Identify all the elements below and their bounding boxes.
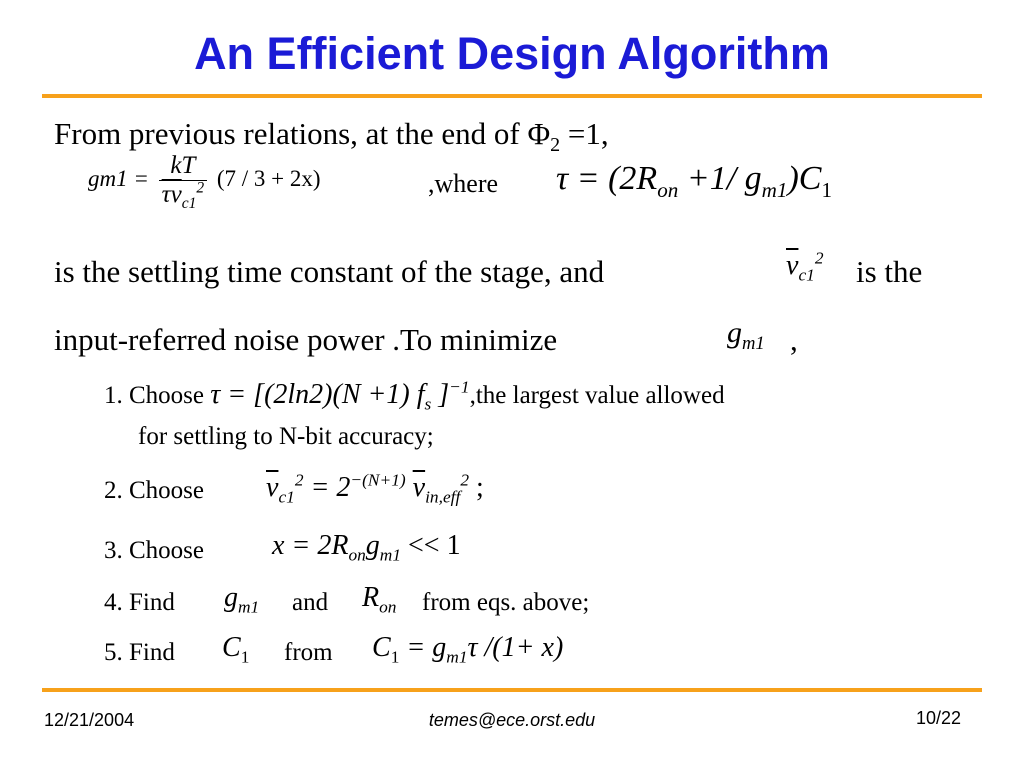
footer-email: temes@ece.orst.edu bbox=[428, 710, 596, 730]
step-2-equation: $\overline{v}_{c1}^2 = 2^{-(N+1)}$ $\overline{v}_{in,eff}^2$ ; bbox=[266, 470, 484, 507]
step-4-ron: $R_{on}$ bbox=[362, 582, 397, 617]
step-1 bbox=[104, 377, 725, 414]
top-divider bbox=[42, 94, 982, 98]
noise-symbol: $\overline{v}_{c1}^2$ bbox=[786, 248, 824, 285]
eq1-fraction bbox=[159, 152, 207, 212]
step-4-and: and bbox=[292, 589, 329, 616]
step-4-label: 4. Find bbox=[104, 589, 175, 616]
step-3-label: 3. Choose bbox=[104, 537, 204, 564]
noise-line-end: , bbox=[790, 322, 798, 357]
eq1-denominator: $\overline{\tau v}_{c1}^2$ bbox=[159, 180, 207, 209]
step-3-equation: $x = 2R_{on}g_{m1} << 1$ bbox=[272, 530, 461, 565]
step-5-equation: $C_1 = g_{m1}\tau$ /(1+ x) bbox=[372, 632, 564, 667]
footer-date: 12/21/2004 bbox=[44, 710, 135, 730]
step-5-label: 5. Find bbox=[104, 639, 175, 666]
step-1-continuation: for settling to N-bit accuracy; bbox=[138, 423, 434, 450]
eq1-lhs: gm1 = bbox=[88, 165, 149, 191]
equation-gm1 bbox=[88, 152, 321, 212]
noise-line: input-referred noise power .To minimize bbox=[54, 322, 558, 357]
step-4-gm1: $g_{m1}$ bbox=[224, 582, 260, 617]
intro-line bbox=[54, 116, 609, 157]
bottom-divider bbox=[42, 688, 982, 692]
slide-title: An Efficient Design Algorithm bbox=[194, 28, 830, 79]
step-5-from: from bbox=[284, 639, 333, 666]
step-2-label: 2. Choose bbox=[104, 477, 204, 504]
intro-suffix: =1, bbox=[560, 116, 609, 151]
eq1-numerator: kT bbox=[170, 152, 196, 179]
settling-line-end: is the bbox=[856, 254, 923, 289]
where-label: ,where bbox=[428, 169, 499, 198]
step-5-c1: $C_1$ bbox=[222, 632, 250, 667]
gm1-symbol: $g_{m1}$ bbox=[727, 316, 765, 354]
step-4-text: from eqs. above; bbox=[422, 589, 590, 616]
intro-text: From previous relations, at the end of Φ bbox=[54, 116, 551, 151]
eq1-rhs: (7 / 3 + 2x) bbox=[216, 165, 321, 191]
intro-sub: 2 bbox=[550, 134, 561, 157]
step-1-text: ,the largest value allowed bbox=[469, 382, 725, 409]
settling-line: is the settling time constant of the stage, and bbox=[54, 254, 605, 289]
equation-tau: $\tau = (2R_{on} +1/$ $g_{m1})C_1$ bbox=[556, 160, 832, 202]
footer-page-number: 10/22 bbox=[916, 708, 962, 728]
step-1-label: 1. Choose bbox=[104, 382, 204, 409]
step-1-equation: τ = [(2ln2)(N +1) $f_s$ ]$^{-1}$ bbox=[210, 377, 470, 414]
